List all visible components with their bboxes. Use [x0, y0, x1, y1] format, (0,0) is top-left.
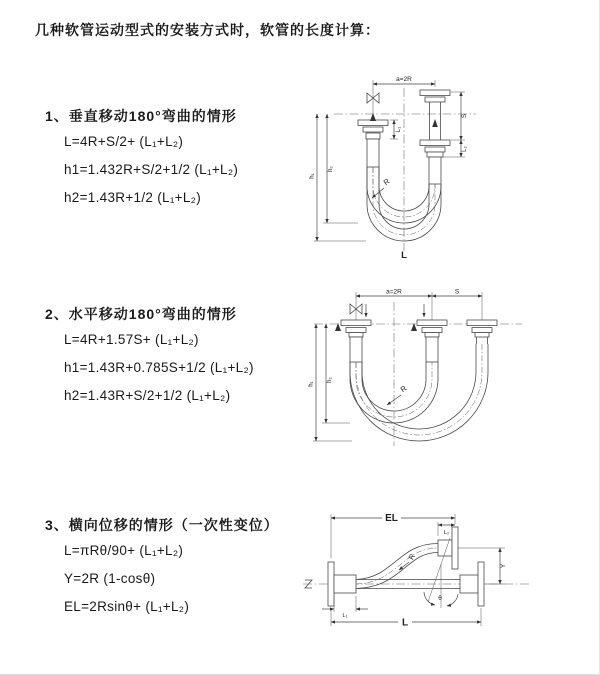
- braided-hose-section: [350, 337, 362, 362]
- formula-y: Y=2R (1-cosθ): [64, 571, 156, 586]
- formula-h2: h2=1.43R+S/2+1/2 (L₁+L₂): [64, 388, 231, 403]
- dim-label-rise: Y: [500, 563, 507, 569]
- dim-label-fit-right: L₂: [462, 146, 468, 152]
- dim-label-h-outer: h₁: [308, 381, 315, 387]
- hose-u-bends: [350, 344, 488, 441]
- formula-length: L=4R+S/2+ (L₁+L₂): [64, 134, 184, 149]
- formula-h2: h2=1.43R+1/2 (L₁+L₂): [64, 190, 202, 205]
- formula-length: L=4R+1.57S+ (L₁+L₂): [64, 332, 199, 347]
- braided-hose-section: [426, 337, 438, 362]
- braided-hose-section: [429, 157, 441, 184]
- dim-label-travel: EL: [385, 513, 398, 524]
- section-2-formulas: [64, 326, 254, 410]
- hose-and-flanges: [328, 527, 484, 606]
- diagram-horizontal-180-bend: [306, 284, 528, 456]
- dim-label-fit-left: L₁: [396, 126, 402, 133]
- formula-length: L=πRθ/90+ (L₁+L₂): [64, 543, 184, 558]
- dim-label-angle: θ: [438, 595, 442, 602]
- dim-label-radius: R: [406, 552, 418, 562]
- pipe-assemblies: [335, 292, 497, 362]
- dim-label-radius: R: [381, 176, 392, 188]
- section-2-heading: 2、水平移动180°弯曲的情形: [45, 306, 237, 322]
- left-pipe-assembly: [358, 91, 388, 167]
- formula-el: EL=2Rsinθ+ (L₁+L₂): [64, 599, 190, 614]
- dim-label-span: a=2R: [386, 288, 402, 296]
- section-3-heading: 3、横向位移的情形（一次性变位）: [45, 517, 279, 533]
- dim-label-length: L: [401, 617, 409, 629]
- dim-label-h-outer: h₁: [309, 173, 316, 179]
- dim-label-length: L: [401, 250, 407, 261]
- diagram-vertical-180-bend: [308, 70, 523, 262]
- up-arrow-icon: [432, 119, 438, 127]
- dim-label-fit-left: L₁: [342, 613, 348, 619]
- braided-hose-section: [367, 139, 379, 167]
- dimension-lines: [310, 76, 469, 261]
- centerlines: [334, 88, 476, 251]
- right-pipe-assembly: [420, 90, 450, 184]
- dim-label-h-inner: h₂: [328, 166, 334, 172]
- dim-label-stroke: S: [461, 113, 468, 119]
- dim-label-fit-right: L₂: [443, 530, 450, 536]
- dim-label-span: a=2R: [396, 76, 412, 83]
- dim-label-stroke: S: [454, 288, 460, 296]
- dimension-lines: [309, 289, 483, 442]
- formula-h1: h1=1.432R+S/2+1/2 (L₁+L₂): [64, 162, 239, 177]
- dim-label-radius: R: [398, 383, 409, 395]
- diagram-lateral-displacement: [300, 506, 535, 646]
- dim-label-h-inner: h₂: [327, 377, 333, 383]
- section-1-formulas: [64, 128, 238, 212]
- page-title: 几种软管运动型式的安装方式时，软管的长度计算：: [35, 22, 380, 38]
- section-1-heading: 1、垂直移动180°弯曲的情形: [45, 108, 237, 124]
- formula-h1: h1=1.43R+0.785S+1/2 (L₁+L₂): [64, 360, 254, 375]
- section-3-formulas: [64, 537, 189, 621]
